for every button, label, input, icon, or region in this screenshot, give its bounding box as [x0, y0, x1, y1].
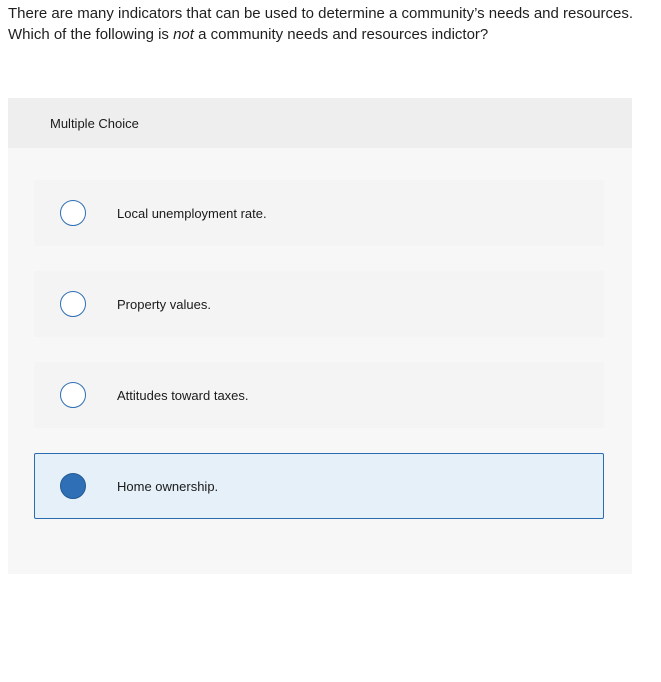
radio-button-checked-icon[interactable] — [60, 473, 86, 499]
question-text-end: a community needs and resources indictor? — [193, 26, 489, 43]
answer-option-4[interactable] — [34, 453, 604, 519]
question-text-start: There are many indicators that can be used to determine a community’s needs and resources. Which of the following is — [8, 5, 634, 43]
answer-option-label: Home ownership. — [117, 478, 219, 494]
answer-option-label: Property values. — [117, 296, 211, 312]
question-text — [8, 3, 638, 45]
answer-panel — [8, 98, 632, 574]
radio-button-icon[interactable] — [60, 200, 86, 226]
answer-option-3[interactable] — [34, 362, 604, 428]
answer-option-label: Local unemployment rate. — [117, 205, 267, 221]
radio-button-icon[interactable] — [60, 291, 86, 317]
question-type-label: Multiple Choice — [50, 115, 139, 131]
radio-button-icon[interactable] — [60, 382, 86, 408]
answer-option-1[interactable] — [34, 180, 604, 246]
answer-option-label: Attitudes toward taxes. — [117, 387, 249, 403]
question-type-header — [8, 98, 632, 148]
answer-option-2[interactable] — [34, 271, 604, 337]
question-emphasis: not — [173, 26, 194, 43]
